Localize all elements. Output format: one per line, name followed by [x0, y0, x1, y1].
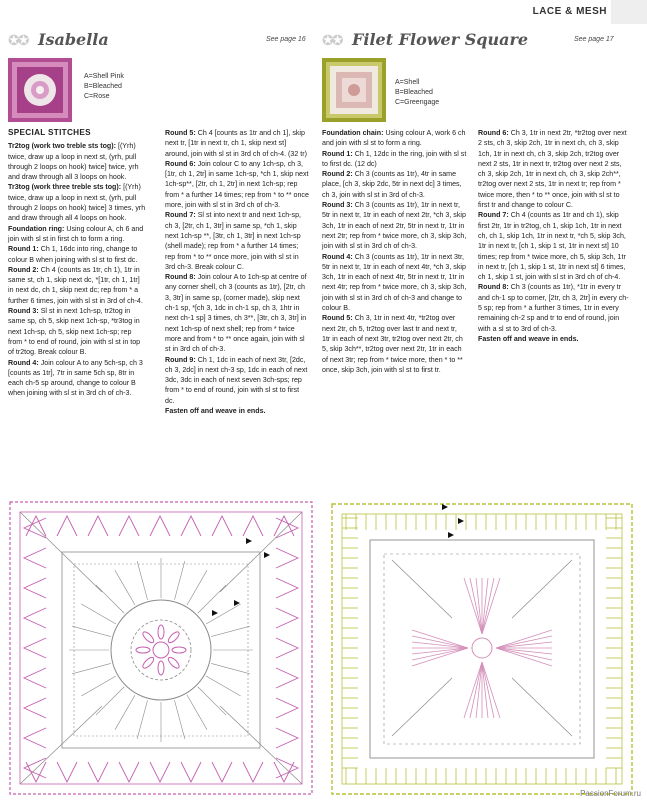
- shell-stitch-bottom: [150, 762, 170, 782]
- petal-treble-stitch: [470, 662, 482, 718]
- instruction-text: [(Yrh) twice, draw up a loop in next st, (yrh, pull through 2 loops on hook) twice] 3 times, yrh and draw through all 4 loops on hook.: [8, 183, 146, 223]
- instruction-paragraph: [8, 141, 146, 182]
- shell-stitch-top: [212, 516, 232, 536]
- instruction-text: Ch 1, 16dc into ring, change to colour B when joining with sl st to first dc.: [8, 245, 138, 264]
- filet-column-1: [322, 128, 467, 375]
- instruction-text: Ch 3 (counts as 1tr), 4tr in same place, [ch 3, skip 2dc, 5tr in next dc] 3 times, ch 3, join with sl st in 3rd of ch-3.: [322, 170, 462, 199]
- rating-stars-icon: ✪✪: [8, 32, 28, 48]
- petal-treble-stitch: [470, 578, 482, 634]
- instruction-paragraph: [165, 406, 310, 416]
- start-arrow-icon: [458, 518, 464, 524]
- petal-stitch: [167, 630, 181, 644]
- filet-column-2: [478, 128, 630, 344]
- instruction-label: Round 8:: [165, 273, 196, 282]
- treble-stitch: [206, 604, 241, 624]
- special-stitches-heading: SPECIAL STITCHES: [8, 128, 91, 137]
- instruction-paragraph: [8, 182, 146, 223]
- instruction-label: Round 1:: [322, 149, 353, 158]
- shell-stitch-right: [276, 548, 298, 568]
- instruction-text: Ch 3, 1tr in next 2tr, *tr2tog over next 2 sts, ch 3, skip 2ch, 1tr in next ch, ch 3, skip 1ch, 1tr in next ch, ch 3, skip 2ch, tr2tog over next 2 sts, 1tr in next tr, tr2tog over next 2 sts, ch 3, skip 2ch, 1tr in next ch, ch 3, skip 2ch**, tr2tog over next 2 sts, 1tr in next tr; rep from * twice more, then * to ** once, join with sl st to first tr and change to colour C.: [478, 129, 627, 210]
- legend-item: A=Shell: [395, 79, 420, 86]
- shell-stitch-bottom: [243, 762, 263, 782]
- start-arrow-icon: [442, 504, 448, 510]
- shell-stitch-bottom: [26, 762, 46, 782]
- shell-stitch-left: [24, 638, 46, 658]
- instruction-paragraph: [8, 224, 146, 245]
- treble-stitch: [72, 663, 111, 673]
- shell-stitch-left: [24, 548, 46, 568]
- isabella-title: Isabella: [38, 30, 109, 49]
- instruction-text: Ch 4 (counts as 1tr and ch 1), skip first 2tr, 1tr in tr2tog, ch 1, skip 1ch, 1tr in next ch, ch 1, skip 1ch, 1tr in next tr, *ch 5, skip 3ch, 1tr in next tr, [ch 1, skip 1 st, 1tr in next st] 10 times; rep from * twice more, ch 5, skip 3ch, 1tr in next tr, [ch 1, skip 1 st, 1tr in next st] 6 times, ch 1, skip 1 st, join with sl st in 3rd ch of ch-4.: [478, 211, 626, 282]
- isabella-see-page: See page 16: [266, 36, 306, 43]
- instruction-text: Join colour A to any 5ch-sp, ch 3 [counts as 1tr], 7tr in same 5ch sp, 8tr in each ch-5 sp around, change to colour B when joining with sl st in 3rd ch of ch-3.: [8, 358, 143, 398]
- rating-stars-icon: ✪✪: [322, 32, 342, 48]
- treble-stitch: [81, 604, 116, 624]
- instruction-paragraph: [322, 169, 467, 200]
- isabella-header: [8, 30, 308, 52]
- instruction-paragraph: [8, 358, 146, 399]
- petal-treble-stitch: [496, 636, 552, 648]
- section-title: LACE & MESH: [532, 6, 607, 17]
- instruction-text: Using colour A, work 6 ch and join with sl st to form a ring.: [322, 129, 466, 148]
- instruction-paragraph: [478, 334, 630, 344]
- shell-stitch-left: [24, 698, 46, 718]
- instruction-paragraph: [165, 128, 310, 159]
- treble-stitch: [137, 700, 147, 739]
- treble-stitch: [115, 695, 135, 730]
- instruction-label: Round 5:: [322, 314, 353, 323]
- instructions-block: [165, 128, 310, 416]
- instruction-text: Ch 3 (counts as 1tr), 1tr in next tr, 5tr in next tr, 1tr in each of next 2tr, *ch 3, skip 3ch, 1tr in each of next 2tr, 5tr in next tr, 1tr in next 2tr; rep from * twice more, ch 3, skip 3ch, join with sl st in 3rd ch of ch-3.: [322, 201, 467, 251]
- shell-stitch-right: [276, 578, 298, 598]
- instruction-label: Round 6:: [165, 159, 196, 168]
- instruction-text: Sl st in next 1ch-sp, tr2tog in same sp, ch 5, skip next 1ch-sp, *tr3tog in next 1ch-sp, ch 5, skip next 1ch-sp; rep from * to end of round, join with sl st in top of tr2tog. Break colour B.: [8, 307, 141, 357]
- instruction-label: Foundation ring:: [8, 224, 65, 233]
- petal-stitch: [136, 647, 150, 653]
- instruction-label: Round 8:: [478, 283, 509, 292]
- isabella-crochet-chart: [2, 492, 320, 800]
- shell-stitch-left: [24, 668, 46, 688]
- shell-stitch-bottom: [88, 762, 108, 782]
- instruction-label: Round 4:: [8, 358, 39, 367]
- petal-stitch: [141, 656, 155, 670]
- watermark: PassionForum.ru: [580, 789, 641, 798]
- instructions-block: [478, 128, 630, 344]
- instructions-block: [322, 128, 467, 375]
- start-arrow-icon: [246, 538, 252, 544]
- instruction-label: Round 7:: [165, 211, 196, 220]
- treble-stitch: [174, 561, 184, 600]
- instruction-label: Round 9:: [165, 355, 196, 364]
- instruction-text: Sl st into next tr and next 1ch-sp, ch 3, [2tr, ch 1, 3tr] in same sp, *ch 1, skip next 1ch-sp **, [3tr, ch 1, 3tr] in next 1ch-sp (shell made); rep from * a further 14 times; rep from * to ** once more, join with sl st in 3rd ch-3. Break colour C.: [165, 211, 302, 271]
- legend-item: C=Greengage: [395, 99, 440, 106]
- legend-item: A=Shell Pink: [84, 73, 124, 80]
- instructions-block: [8, 141, 146, 398]
- page-corner-tab: [611, 0, 647, 24]
- instruction-label: Round 3:: [8, 307, 39, 316]
- filet-color-legend: [395, 78, 439, 108]
- instruction-label: Round 1:: [8, 245, 39, 254]
- instruction-text: Join colour A to 1ch-sp at centre of any corner shell, ch 3 (counts as 1tr), [2tr, ch 3, 3tr] in same sp, (corner made), skip next ch-1 sp, *[ch 3, 1dc in ch-1 sp, ch 3, 1htr in next ch-1 sp] 3 times, ch 3**, [3tr, ch 3, 3tr] in next 1ch-sp of next shell; rep from * twice more and from * to ** once again, join with sl st in 3rd ch of ch-3.: [165, 273, 307, 354]
- petal-stitch: [167, 656, 181, 670]
- petal-stitch: [141, 630, 155, 644]
- instruction-label: Round 5:: [165, 129, 196, 137]
- treble-stitch: [115, 570, 135, 605]
- petal-stitch: [158, 661, 164, 675]
- shell-stitch-top: [181, 516, 201, 536]
- cluster-diagonal: [512, 560, 572, 618]
- shell-stitch-right: [276, 728, 298, 748]
- instruction-paragraph: [165, 272, 310, 354]
- instruction-text: Ch 1, 1dc in each of next 3tr, [2dc, ch 3, 2dc] in next ch-3 sp, 1dc in each of next 3dc, 3dc in each of next seven 3ch-sps; rep from * to end of round, join with sl st to first dc.: [165, 355, 308, 405]
- shell-stitch-bottom: [57, 762, 77, 782]
- instruction-label: Round 2:: [8, 265, 39, 274]
- corner-diagonal: [220, 706, 302, 784]
- instruction-paragraph: [165, 159, 310, 210]
- isabella-color-legend: [84, 72, 124, 102]
- instruction-label: Tr2tog (work two treble sts tog):: [8, 142, 116, 151]
- instruction-paragraph: [478, 210, 630, 282]
- instruction-text: [(Yrh) twice, draw up a loop in next st, (yrh, pull through 2 loops on hook) twice] twice, yrh and draw through all 3 loops on hook.: [8, 142, 139, 182]
- instruction-text: Join colour C to any 1ch-sp, ch 3, [1tr, ch 1, 2tr] in same 1ch-sp, *ch 1, skip next 1ch-sp**, [2tr, ch 1, 2tr] in next 1ch-sp; rep from * a further 14 times; rep from * to ** once more, join with sl st in 3rd ch of ch-3.: [165, 159, 309, 210]
- treble-stitch: [211, 663, 250, 673]
- shell-stitch-left: [24, 578, 46, 598]
- petal-treble-stitch: [482, 578, 494, 634]
- instruction-paragraph: [478, 128, 630, 210]
- treble-stitch: [187, 695, 207, 730]
- mesh-frame: [370, 540, 594, 758]
- instruction-text: Using colour A, ch 6 and join with sl st in first ch to form a ring.: [8, 224, 144, 243]
- instruction-text: Ch 4 (counts as 1tr, ch 1), 1tr in same st, ch 1, skip next dc, *[1tr, ch 1, 1tr] in next dc, ch 1, skip next dc; rep from * a further 6 times, join with sl st in 3rd of ch-4.: [8, 265, 143, 305]
- inner-round: [131, 620, 191, 680]
- shell-stitch-left: [24, 728, 46, 748]
- treble-stitch: [81, 676, 116, 696]
- filet-swatch-image: [322, 58, 386, 122]
- shell-stitch-right: [276, 698, 298, 718]
- instruction-text: Ch 3 (counts as 1tr), *1tr in every tr and ch-1 sp to corner, [2tr, ch 3, 2tr] in every ch-5 sp; rep from * a further 3 times, 1tr in every remaining ch-2 sp and tr to end of round, join with a sl st to 3rd of ch-3.: [478, 283, 629, 333]
- instruction-label: Fasten off and weave in ends.: [478, 334, 579, 343]
- filet-title: Filet Flower Square: [352, 30, 529, 49]
- treble-stitch: [198, 585, 226, 613]
- shell-stitch-right: [276, 638, 298, 658]
- legend-item: B=Bleached: [395, 89, 433, 96]
- page-header: [0, 0, 647, 24]
- start-arrow-icon: [212, 610, 218, 616]
- shell-stitch-left: [24, 518, 46, 538]
- shell-stitch-bottom: [119, 762, 139, 782]
- treble-stitch: [198, 687, 226, 715]
- petal-treble-stitch: [496, 648, 552, 660]
- instruction-label: Fasten off and weave in ends.: [165, 407, 266, 416]
- petal-stitch: [158, 625, 164, 639]
- instruction-label: Round 2:: [322, 170, 353, 179]
- instruction-paragraph: [165, 355, 310, 406]
- instruction-text: Ch 3, 1tr in next 4tr, *tr2tog over next 2tr, ch 5, tr2tog over last tr and next tr, 1tr in each of next 3tr, tr2tog over next 2tr, ch 5, skip 3ch**, tr2tog over next 2tr, 1tr in each of next 3tr; rep from * twice more, then * to ** once, skip 3ch, join with sl st to first tr.: [322, 314, 463, 374]
- instruction-text: Ch 1, 12dc in the ring, join with sl st to first dc. (12 dc): [322, 149, 467, 168]
- legend-item: C=Rose: [84, 93, 110, 100]
- treble-stitch: [206, 676, 241, 696]
- filet-crochet-chart: [322, 492, 644, 800]
- shell-stitch-top: [274, 516, 294, 536]
- petal-treble-stitch: [482, 662, 494, 718]
- shell-stitch-left: [24, 608, 46, 628]
- cluster-diagonal: [512, 678, 572, 736]
- isabella-swatch-image: [8, 58, 72, 122]
- outer-border-stitches: [332, 504, 632, 794]
- cluster-diagonal: [392, 678, 452, 736]
- shell-stitch-right: [276, 668, 298, 688]
- filet-see-page: See page 17: [574, 36, 614, 43]
- legend-item: B=Bleached: [84, 83, 122, 90]
- instruction-paragraph: [322, 313, 467, 375]
- instruction-label: Round 7:: [478, 211, 509, 220]
- instruction-label: Round 3:: [322, 201, 353, 210]
- start-arrow-icon: [264, 552, 270, 558]
- treble-stitch: [137, 561, 147, 600]
- isabella-column-1: [8, 128, 146, 399]
- instruction-label: Round 4:: [322, 252, 353, 261]
- treble-stitch: [96, 687, 124, 715]
- shell-stitch-top: [150, 516, 170, 536]
- foundation-ring: [472, 638, 492, 658]
- treble-stitch: [96, 585, 124, 613]
- petal-treble-stitch: [412, 648, 468, 660]
- corner-diagonal: [20, 706, 102, 784]
- start-arrow-icon: [448, 532, 454, 538]
- filet-header: [322, 30, 642, 52]
- instruction-paragraph: [8, 265, 146, 306]
- instruction-paragraph: [322, 128, 467, 149]
- instruction-text: Ch 3 (counts as 1tr), 1tr in next 3tr, 5tr in next tr, 1tr in each of next 4tr, *ch 3, skip 3ch, 1tr in each of next 4tr, 5tr in next tr, 1tr in next 4tr; rep from * twice more, ch 3, skip 3ch, join with sl st in 3rd ch of ch-3 and change to colour B.: [322, 252, 467, 313]
- foundation-ring: [153, 642, 169, 658]
- instruction-paragraph: [322, 149, 467, 170]
- shell-stitch-bottom: [212, 762, 232, 782]
- shell-stitch-top: [119, 516, 139, 536]
- treble-stitch: [187, 570, 207, 605]
- instruction-label: Foundation chain:: [322, 129, 384, 137]
- petal-treble-stitch: [412, 636, 468, 648]
- cluster-diagonal: [392, 560, 452, 618]
- instruction-label: Tr3tog (work three treble sts tog):: [8, 183, 122, 192]
- instruction-paragraph: [478, 282, 630, 333]
- isabella-column-2: [165, 128, 310, 416]
- petal-stitch: [172, 647, 186, 653]
- instruction-paragraph: [322, 200, 467, 251]
- treble-stitch: [174, 700, 184, 739]
- shell-stitch-top: [88, 516, 108, 536]
- instruction-paragraph: [322, 252, 467, 314]
- shell-stitch-top: [243, 516, 263, 536]
- shell-stitch-bottom: [181, 762, 201, 782]
- shell-stitch-top: [57, 516, 77, 536]
- instruction-label: Round 6:: [478, 129, 509, 137]
- instruction-paragraph: [8, 306, 146, 357]
- treble-stitch: [211, 626, 250, 636]
- treble-stitch: [72, 626, 111, 636]
- instruction-text: Ch 4 [counts as 1tr and ch 1], skip next tr, [1tr in next tr, ch 1, skip next st] around, join with sl st in 3rd ch of ch-4. (32 tr): [165, 129, 307, 158]
- centre-round: [111, 600, 211, 700]
- instruction-paragraph: [8, 244, 146, 265]
- instruction-paragraph: [165, 210, 310, 272]
- shell-stitch-right: [276, 608, 298, 628]
